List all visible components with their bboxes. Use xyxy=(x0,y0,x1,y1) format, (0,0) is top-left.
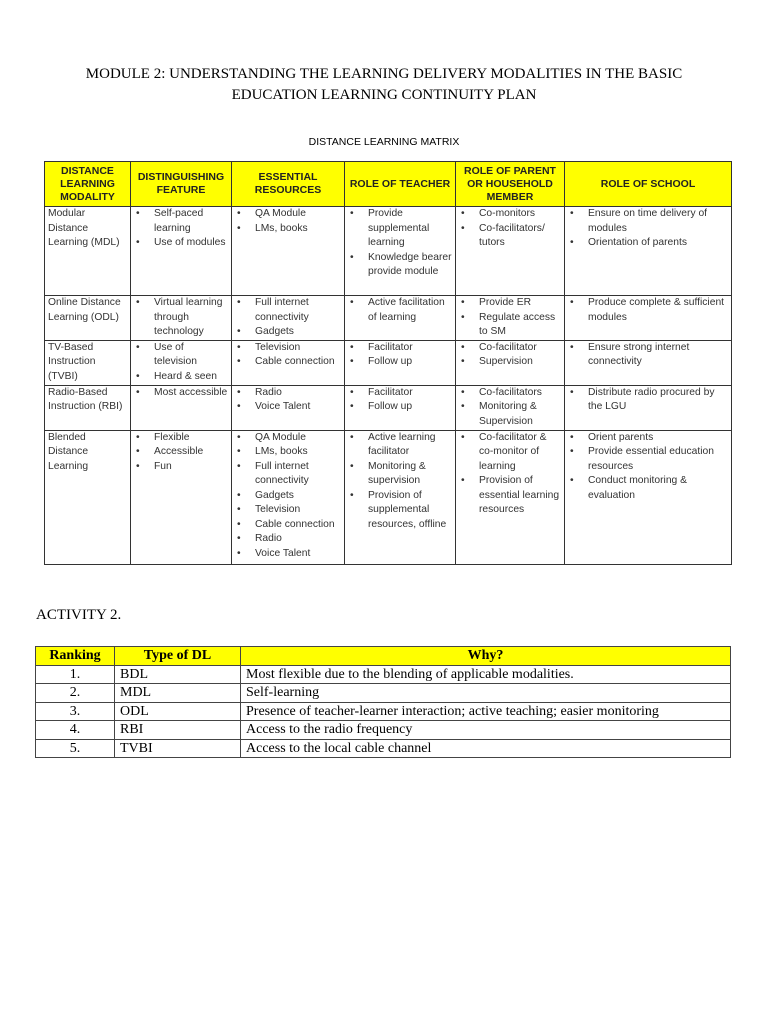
bullet-item: • Accessible xyxy=(134,445,228,460)
bullet-item: • Co-facilitator & co-monitor of learning xyxy=(459,431,561,475)
teacher-list xyxy=(348,207,452,280)
bullet-item: • Gadgets xyxy=(235,325,341,340)
modality-cell: Radio-Based Instruction (RBI) xyxy=(45,385,131,430)
matrix-title: DISTANCE LEARNING MATRIX xyxy=(308,136,460,148)
bullet-item: • Conduct monitoring & evaluation xyxy=(568,474,728,503)
why-cell: Most flexible due to the blending of applicable modalities. xyxy=(241,665,731,684)
type-cell: BDL xyxy=(115,665,241,684)
parent-cell xyxy=(456,385,565,430)
rank-cell: 4. xyxy=(36,721,115,740)
activity-label: ACTIVITY 2. xyxy=(36,607,122,623)
teacher-list xyxy=(348,341,452,370)
bullet-item: • Self-paced learning xyxy=(134,207,228,236)
school-list xyxy=(568,296,728,325)
parent-list xyxy=(459,386,561,430)
why-cell: Access to the local cable channel xyxy=(241,739,731,758)
modality-cell: Blended Distance Learning xyxy=(45,430,131,564)
teacher-cell xyxy=(345,340,456,385)
bullet-item: • Provision of essential learning resources xyxy=(459,474,561,518)
ranking-row xyxy=(36,684,731,703)
parent-list xyxy=(459,296,561,340)
bullet-item: • Use of television xyxy=(134,341,228,370)
matrix-header-resources: ESSENTIAL RESOURCES xyxy=(232,162,345,207)
bullet-item: • Cable connection xyxy=(235,518,341,533)
parent-cell xyxy=(456,296,565,341)
feature-list xyxy=(134,386,228,401)
bullet-item: • Provide supplemental learning xyxy=(348,207,452,251)
bullet-item: • Ensure on time delivery of modules xyxy=(568,207,728,236)
matrix-header-parent: ROLE OF PARENT OR HOUSEHOLD MEMBER xyxy=(456,162,565,207)
feature-cell xyxy=(131,207,232,296)
ranking-row xyxy=(36,665,731,684)
parent-list xyxy=(459,341,561,370)
bullet-item: • Active facilitation of learning xyxy=(348,296,452,325)
bullet-item: • Gadgets xyxy=(235,489,341,504)
bullet-item: • Follow up xyxy=(348,355,452,370)
ranking-row xyxy=(36,739,731,758)
resources-cell xyxy=(232,430,345,564)
bullet-item: • Produce complete & sufficient modules xyxy=(568,296,728,325)
matrix-header-modality: DISTANCE LEARNING MODALITY xyxy=(45,162,131,207)
bullet-item: • Co-facilitator xyxy=(459,341,561,356)
feature-list xyxy=(134,341,228,385)
parent-cell xyxy=(456,207,565,296)
school-list xyxy=(568,207,728,251)
matrix-header-school: ROLE OF SCHOOL xyxy=(565,162,732,207)
teacher-list xyxy=(348,386,452,415)
teacher-cell xyxy=(345,430,456,564)
bullet-item: • Radio xyxy=(235,386,341,401)
resources-cell xyxy=(232,385,345,430)
school-cell xyxy=(565,385,732,430)
resources-cell xyxy=(232,340,345,385)
bullet-item: • QA Module xyxy=(235,207,341,222)
feature-cell xyxy=(131,296,232,341)
teacher-list xyxy=(348,431,452,533)
feature-cell xyxy=(131,340,232,385)
ranking-header-rank: Ranking xyxy=(36,647,115,666)
why-cell: Access to the radio frequency xyxy=(241,721,731,740)
bullet-item: • Co-facilitators/ tutors xyxy=(459,222,561,251)
parent-cell xyxy=(456,430,565,564)
bullet-item: • Facilitator xyxy=(348,341,452,356)
document-title-line-1: MODULE 2: UNDERSTANDING THE LEARNING DELIVERY MODALITIES IN THE BASIC xyxy=(85,66,683,82)
bullet-item: • Distribute radio procured by the LGU xyxy=(568,386,728,415)
bullet-item: • Supervision xyxy=(459,355,561,370)
school-list xyxy=(568,386,728,415)
ranking-header-type: Type of DL xyxy=(115,647,241,666)
feature-list xyxy=(134,296,228,340)
teacher-list xyxy=(348,296,452,325)
modality-cell: Modular Distance Learning (MDL) xyxy=(45,207,131,296)
resources-list xyxy=(235,386,341,415)
bullet-item: • Co-facilitators xyxy=(459,386,561,401)
bullet-item: • Radio xyxy=(235,532,341,547)
bullet-item: • Full internet connectivity xyxy=(235,460,341,489)
bullet-item: • Follow up xyxy=(348,400,452,415)
bullet-item: • LMs, books xyxy=(235,222,341,237)
why-cell: Self-learning xyxy=(241,684,731,703)
rank-cell: 5. xyxy=(36,739,115,758)
school-list xyxy=(568,431,728,504)
feature-cell xyxy=(131,430,232,564)
matrix-header-feature: DISTINGUISHING FEATURE xyxy=(131,162,232,207)
school-list xyxy=(568,341,728,370)
bullet-item: • Orientation of parents xyxy=(568,236,728,251)
bullet-item: • QA Module xyxy=(235,431,341,446)
bullet-item: • Knowledge bearer provide module xyxy=(348,251,452,280)
ranking-header-row xyxy=(36,647,731,666)
ranking-row xyxy=(36,702,731,721)
ranking-row xyxy=(36,721,731,740)
bullet-item: • Television xyxy=(235,341,341,356)
bullet-item: • Regulate access to SM xyxy=(459,311,561,340)
bullet-item: • LMs, books xyxy=(235,445,341,460)
bullet-item: • Monitoring & Supervision xyxy=(459,400,561,429)
bullet-item: • Provision of supplemental resources, offline xyxy=(348,489,452,533)
bullet-item: • Active learning facilitator xyxy=(348,431,452,460)
matrix-header-teacher: ROLE OF TEACHER xyxy=(345,162,456,207)
bullet-item: • Ensure strong internet connectivity xyxy=(568,341,728,370)
school-cell xyxy=(565,296,732,341)
why-cell: Presence of teacher-learner interaction; active teaching; easier monitoring xyxy=(241,702,731,721)
resources-cell xyxy=(232,207,345,296)
bullet-item: • Cable connection xyxy=(235,355,341,370)
bullet-item: • Full internet connectivity xyxy=(235,296,341,325)
bullet-item: • Orient parents xyxy=(568,431,728,446)
document-title-line-2: EDUCATION LEARNING CONTINUITY PLAN xyxy=(231,87,537,103)
modality-cell: Online Distance Learning (ODL) xyxy=(45,296,131,341)
matrix-row xyxy=(45,385,732,430)
school-cell xyxy=(565,207,732,296)
teacher-cell xyxy=(345,296,456,341)
bullet-item: • Heard & seen xyxy=(134,370,228,385)
type-cell: TVBI xyxy=(115,739,241,758)
rank-cell: 1. xyxy=(36,665,115,684)
bullet-item: • Use of modules xyxy=(134,236,228,251)
parent-list xyxy=(459,207,561,251)
document-title xyxy=(0,64,768,106)
bullet-item: • Facilitator xyxy=(348,386,452,401)
bullet-item: • Provide essential education resources xyxy=(568,445,728,474)
resources-cell xyxy=(232,296,345,341)
type-cell: RBI xyxy=(115,721,241,740)
parent-cell xyxy=(456,340,565,385)
teacher-cell xyxy=(345,207,456,296)
parent-list xyxy=(459,431,561,518)
bullet-item: • Television xyxy=(235,503,341,518)
resources-list xyxy=(235,431,341,562)
feature-list xyxy=(134,207,228,251)
ranking-header-why: Why? xyxy=(241,647,731,666)
school-cell xyxy=(565,430,732,564)
bullet-item: • Provide ER xyxy=(459,296,561,311)
bullet-item: • Co-monitors xyxy=(459,207,561,222)
bullet-item: • Virtual learning through technology xyxy=(134,296,228,340)
matrix-row xyxy=(45,207,732,296)
feature-cell xyxy=(131,385,232,430)
resources-list xyxy=(235,296,341,340)
bullet-item: • Most accessible xyxy=(134,386,228,401)
bullet-item: • Fun xyxy=(134,460,228,475)
matrix-header-row xyxy=(45,162,732,207)
teacher-cell xyxy=(345,385,456,430)
resources-list xyxy=(235,341,341,370)
bullet-item: • Flexible xyxy=(134,431,228,446)
distance-learning-matrix xyxy=(44,161,732,565)
bullet-item: • Monitoring & supervision xyxy=(348,460,452,489)
matrix-row xyxy=(45,340,732,385)
rank-cell: 3. xyxy=(36,702,115,721)
school-cell xyxy=(565,340,732,385)
rank-cell: 2. xyxy=(36,684,115,703)
type-cell: MDL xyxy=(115,684,241,703)
matrix-row xyxy=(45,296,732,341)
resources-list xyxy=(235,207,341,236)
bullet-item: • Voice Talent xyxy=(235,400,341,415)
feature-list xyxy=(134,431,228,475)
matrix-row xyxy=(45,430,732,564)
type-cell: ODL xyxy=(115,702,241,721)
modality-cell: TV-Based Instruction (TVBI) xyxy=(45,340,131,385)
bullet-item: • Voice Talent xyxy=(235,547,341,562)
ranking-table xyxy=(35,646,731,758)
